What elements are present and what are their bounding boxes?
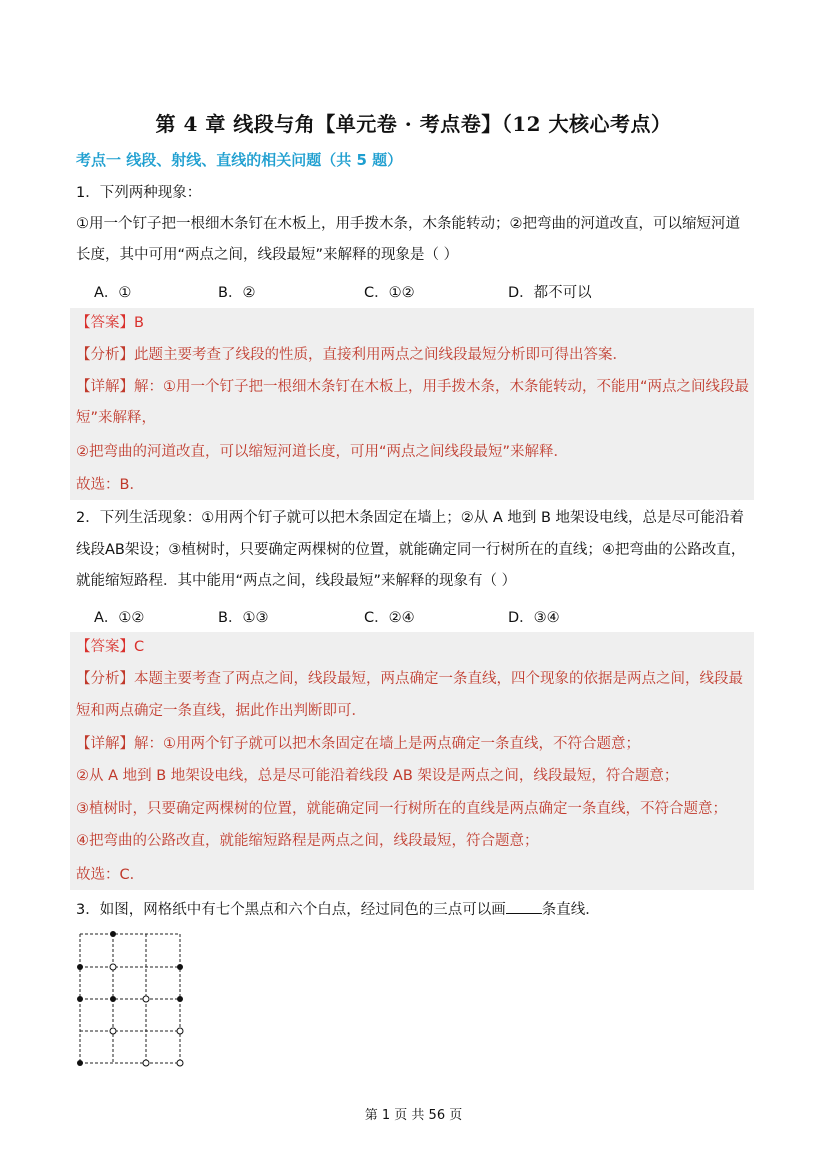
white-dot xyxy=(143,996,149,1002)
black-dot xyxy=(177,964,183,970)
page-footer: 第 1 页 共 56 页 xyxy=(364,1108,463,1123)
section-heading: 考点一 线段、射线、直线的相关问题（共 5 题） xyxy=(76,151,403,169)
q2-answer: 【答案】C xyxy=(76,639,145,655)
grid-lines xyxy=(80,934,180,1063)
white-dot xyxy=(177,1028,183,1034)
q2-option-d: D．③④ xyxy=(508,610,560,626)
black-dot xyxy=(110,996,116,1002)
q2-detail-line-1: 【详解】解：①用两个钉子就可以把木条固定在墙上是两点确定一条直线，不符合题意； xyxy=(76,736,640,752)
q3-stem-before: 3．如图，网格纸中有七个黑点和六个白点，经过同色的三点可以画 xyxy=(76,902,506,918)
q2-detail-line-2: ②从 A 地到 B 地架设电线，总是尽可能沿着线段 AB 架设是两点之间，线段最短，符合题意； xyxy=(76,768,679,784)
q1-detail-line-2: 短”来解释， xyxy=(76,410,157,426)
black-dot xyxy=(177,996,183,1002)
q2-option-b: B．①③ xyxy=(218,610,269,626)
q1-detail-line-1: 【详解】解：①用一个钉子把一根细木条钉在木板上，用手拨木条，木条能转动，不能用“两点之间线段最 xyxy=(76,379,750,395)
q2-analysis-line-1: 【分析】本题主要考查了两点之间，线段最短，两点确定一条直线，四个现象的依据是两点之间，线段最 xyxy=(76,671,743,687)
q1-detail-line-3: ②把弯曲的河道改直，可以缩短河道长度，可用“两点之间线段最短”来解释． xyxy=(76,444,569,460)
q2-choose: 故选：C． xyxy=(76,867,145,883)
q2-option-a: A．①② xyxy=(94,610,145,626)
white-dot xyxy=(110,964,116,970)
q2-detail-line-4: ④把弯曲的公路改直，就能缩短路程是两点之间，线段最短，符合题意； xyxy=(76,833,539,849)
black-dot xyxy=(110,931,116,937)
white-dot xyxy=(143,1060,149,1066)
q3-answer-blank xyxy=(506,899,542,914)
q2-stem-line-3: 就能缩短路程．其中能用“两点之间，线段最短”来解释的现象有（ ） xyxy=(76,573,517,589)
q3-stem xyxy=(76,899,600,920)
q1-option-a: A．① xyxy=(94,285,132,301)
q2-detail-line-3: ③植树时，只要确定两棵树的位置，就能确定同一行树所在的直线是两点确定一条直线，不符合题意； xyxy=(76,801,727,817)
black-dot xyxy=(77,964,83,970)
white-dot xyxy=(110,1028,116,1034)
q2-option-c: C．②④ xyxy=(364,610,415,626)
q1-stem-line-1: 1．下列两种现象： xyxy=(76,185,202,201)
black-dot xyxy=(77,1060,83,1066)
q3-stem-after: 条直线． xyxy=(541,902,600,918)
q1-analysis: 【分析】此题主要考查了线段的性质，直接利用两点之间线段最短分析即可得出答案． xyxy=(76,347,627,363)
q1-answer-box xyxy=(70,308,754,500)
dot-grid-figure xyxy=(72,926,188,1072)
page-title: 第 4 章 线段与角【单元卷 · 考点卷】（12 大核心考点） xyxy=(155,112,672,136)
q1-stem-line-2: ①用一个钉子把一根细木条钉在木板上，用手拨木条，木条能转动；②把弯曲的河道改直，可以缩短河道 xyxy=(76,216,740,232)
q2-analysis-line-2: 短和两点确定一条直线，据此作出判断即可． xyxy=(76,703,366,719)
q2-stem-line-2: 线段AB架设；③植树时，只要确定两棵树的位置，就能确定同一行树所在的直线；④把弯曲的公路改直， xyxy=(76,542,746,558)
q1-answer: 【答案】B xyxy=(76,315,144,331)
q1-option-b: B．② xyxy=(218,285,256,301)
q1-stem-line-3: 长度，其中可用“两点之间，线段最短”来解释的现象是（ ） xyxy=(76,247,459,263)
q2-stem-line-1: 2．下列生活现象：①用两个钉子就可以把木条固定在墙上；②从 A 地到 B 地架设电线，总是尽可能沿着 xyxy=(76,510,745,526)
q1-choose: 故选：B． xyxy=(76,477,144,493)
q1-option-c: C．①② xyxy=(364,285,415,301)
q1-option-d: D．都不可以 xyxy=(508,285,592,301)
black-dot xyxy=(77,996,83,1002)
white-dot xyxy=(177,1060,183,1066)
